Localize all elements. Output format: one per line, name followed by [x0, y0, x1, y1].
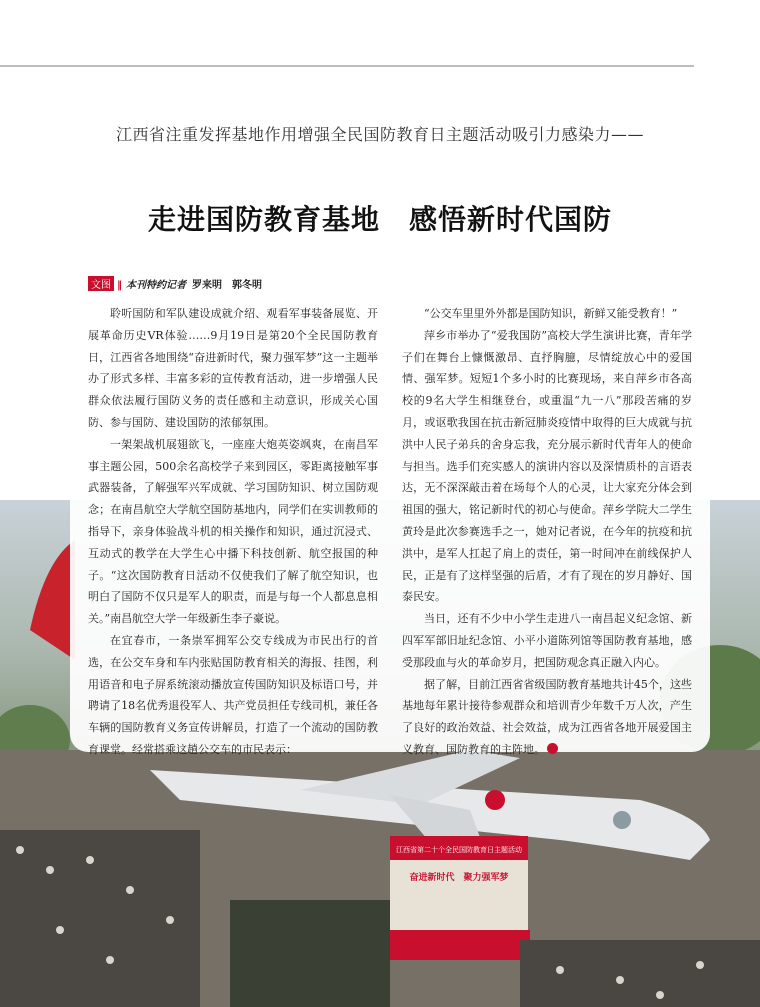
paragraph: 聆听国防和军队建设成就介绍、观看军事装备展览、开展革命历史VR体验……9月19日是第20个全民国防教育日，江西省各地围绕“奋进新时代，聚力强军梦”这一主题举办了形式多样、丰富多彩的宣传教育活动，进一步增强人民群众依法履行国防义务的责任感和主动意识，形成关心国防、参与国防、建设国防的浓郁氛围。	[88, 307, 378, 429]
top-rule	[0, 65, 694, 67]
byline-names: 罗来明 郭冬明	[192, 280, 262, 291]
red-sculpture	[30, 540, 75, 660]
article-subtitle: 江西省注重发挥基地作用增强全民国防教育日主题活动吸引力感染力——	[115, 125, 644, 144]
banner-line1: 江西省第二十个全民国防教育日主题活动	[396, 846, 522, 854]
paragraph: 当日，还有不少中小学生走进八一南昌起义纪念馆、新四军军部旧址纪念馆、小平小道陈列馆等国防教育基地，感受那段血与火的革命岁月，把国防观念真正融入内心。	[402, 612, 692, 669]
paragraph: “公交车里里外外都是国防知识，新鲜又能受教育！”	[424, 307, 678, 320]
banner-line2: 奋进新时代 聚力强军梦	[409, 873, 509, 883]
byline: 文图 ‖ 本刊特约记者 罗来明 郭冬明	[88, 276, 262, 291]
paragraph: 在宜春市，一条崇军拥军公交专线成为市民出行的首选，在公交车身和车内张贴国防教育相关的海报、挂图，利用语音和电子屏系统滚动播放宣传国防知识及标语口号，并聘请了18名优秀退役军人、共产党员担任专线司机，兼任各车辆的国防教育义务宣传讲解员，打造了一个流动的国防教育课堂。经常搭乘这趟公交车的市民表示：	[88, 633, 378, 756]
byline-role: 本刊特约记者	[126, 280, 186, 291]
article-title: 走进国防教育基地 感悟新时代国防	[147, 203, 612, 236]
paragraph: 一架架战机展翅欲飞，一座座大炮英姿飒爽，在南昌军事主题公园，500余名高校学子来到园区，零距离接触军事武器装备，了解强军兴军成就、学习国防知识、树立国防观念；在南昌航空大学航空国防基地内，同学们在实训教师的指导下，亲身体验战斗机的相关操作和知识，通过沉浸式、互动式的教学在大学生心中播下科技创新、航空报国的种子。“这次国防教育日活动不仅使我们了解了航空知识，也明白了国防不仅只是军人的职责，而是与每一个人都息息相关。”南昌航空大学一年级新生李子豪说。	[88, 437, 378, 626]
byline-tag: 文图	[88, 276, 114, 291]
stage	[385, 930, 530, 960]
paragraph: 萍乡市举办了“爱我国防”高校大学生演讲比赛，青年学子们在舞台上慷慨激昂、直抒胸臆，尽情绽放心中的爱国情、强军梦。短短1个多小时的比赛现场，来自萍乡市各高校的9名大学生相继登台，或重温“九一八”那段苦痛的岁月，或讴歌我国在抗击新冠肺炎疫情中取得的巨大成就与抗洪中人民子弟兵的舍身忘我，充分展示新时代青年人的使命与担当。选手们充实感人的演讲内容以及深情质朴的言语表达，无不深深敲击着在场每个人的心灵，让大家充分体会到祖国的强大，铭记新时代的初心与使命。萍乡学院大二学生黄玲是此次参赛选手之一，她对记者说，在今年的抗疫和抗洪中，是军人扛起了肩上的责任，第一时间冲在前线保护人民，正是有了这样坚强的后盾，才有了现在的岁月静好、国泰民安。	[402, 328, 692, 604]
paragraph: 据了解，目前江西省省级国防教育基地共计45个，这些基地每年累计接待参观群众和培训青少年数千万人次，产生了良好的政治效益、社会效益，成为江西省各地开展爱国主义教育、国防教育的主阵地。	[402, 677, 692, 756]
aircraft-star	[485, 790, 505, 810]
left-column	[88, 303, 378, 761]
right-column	[402, 303, 692, 761]
end-mark-icon	[547, 743, 558, 754]
